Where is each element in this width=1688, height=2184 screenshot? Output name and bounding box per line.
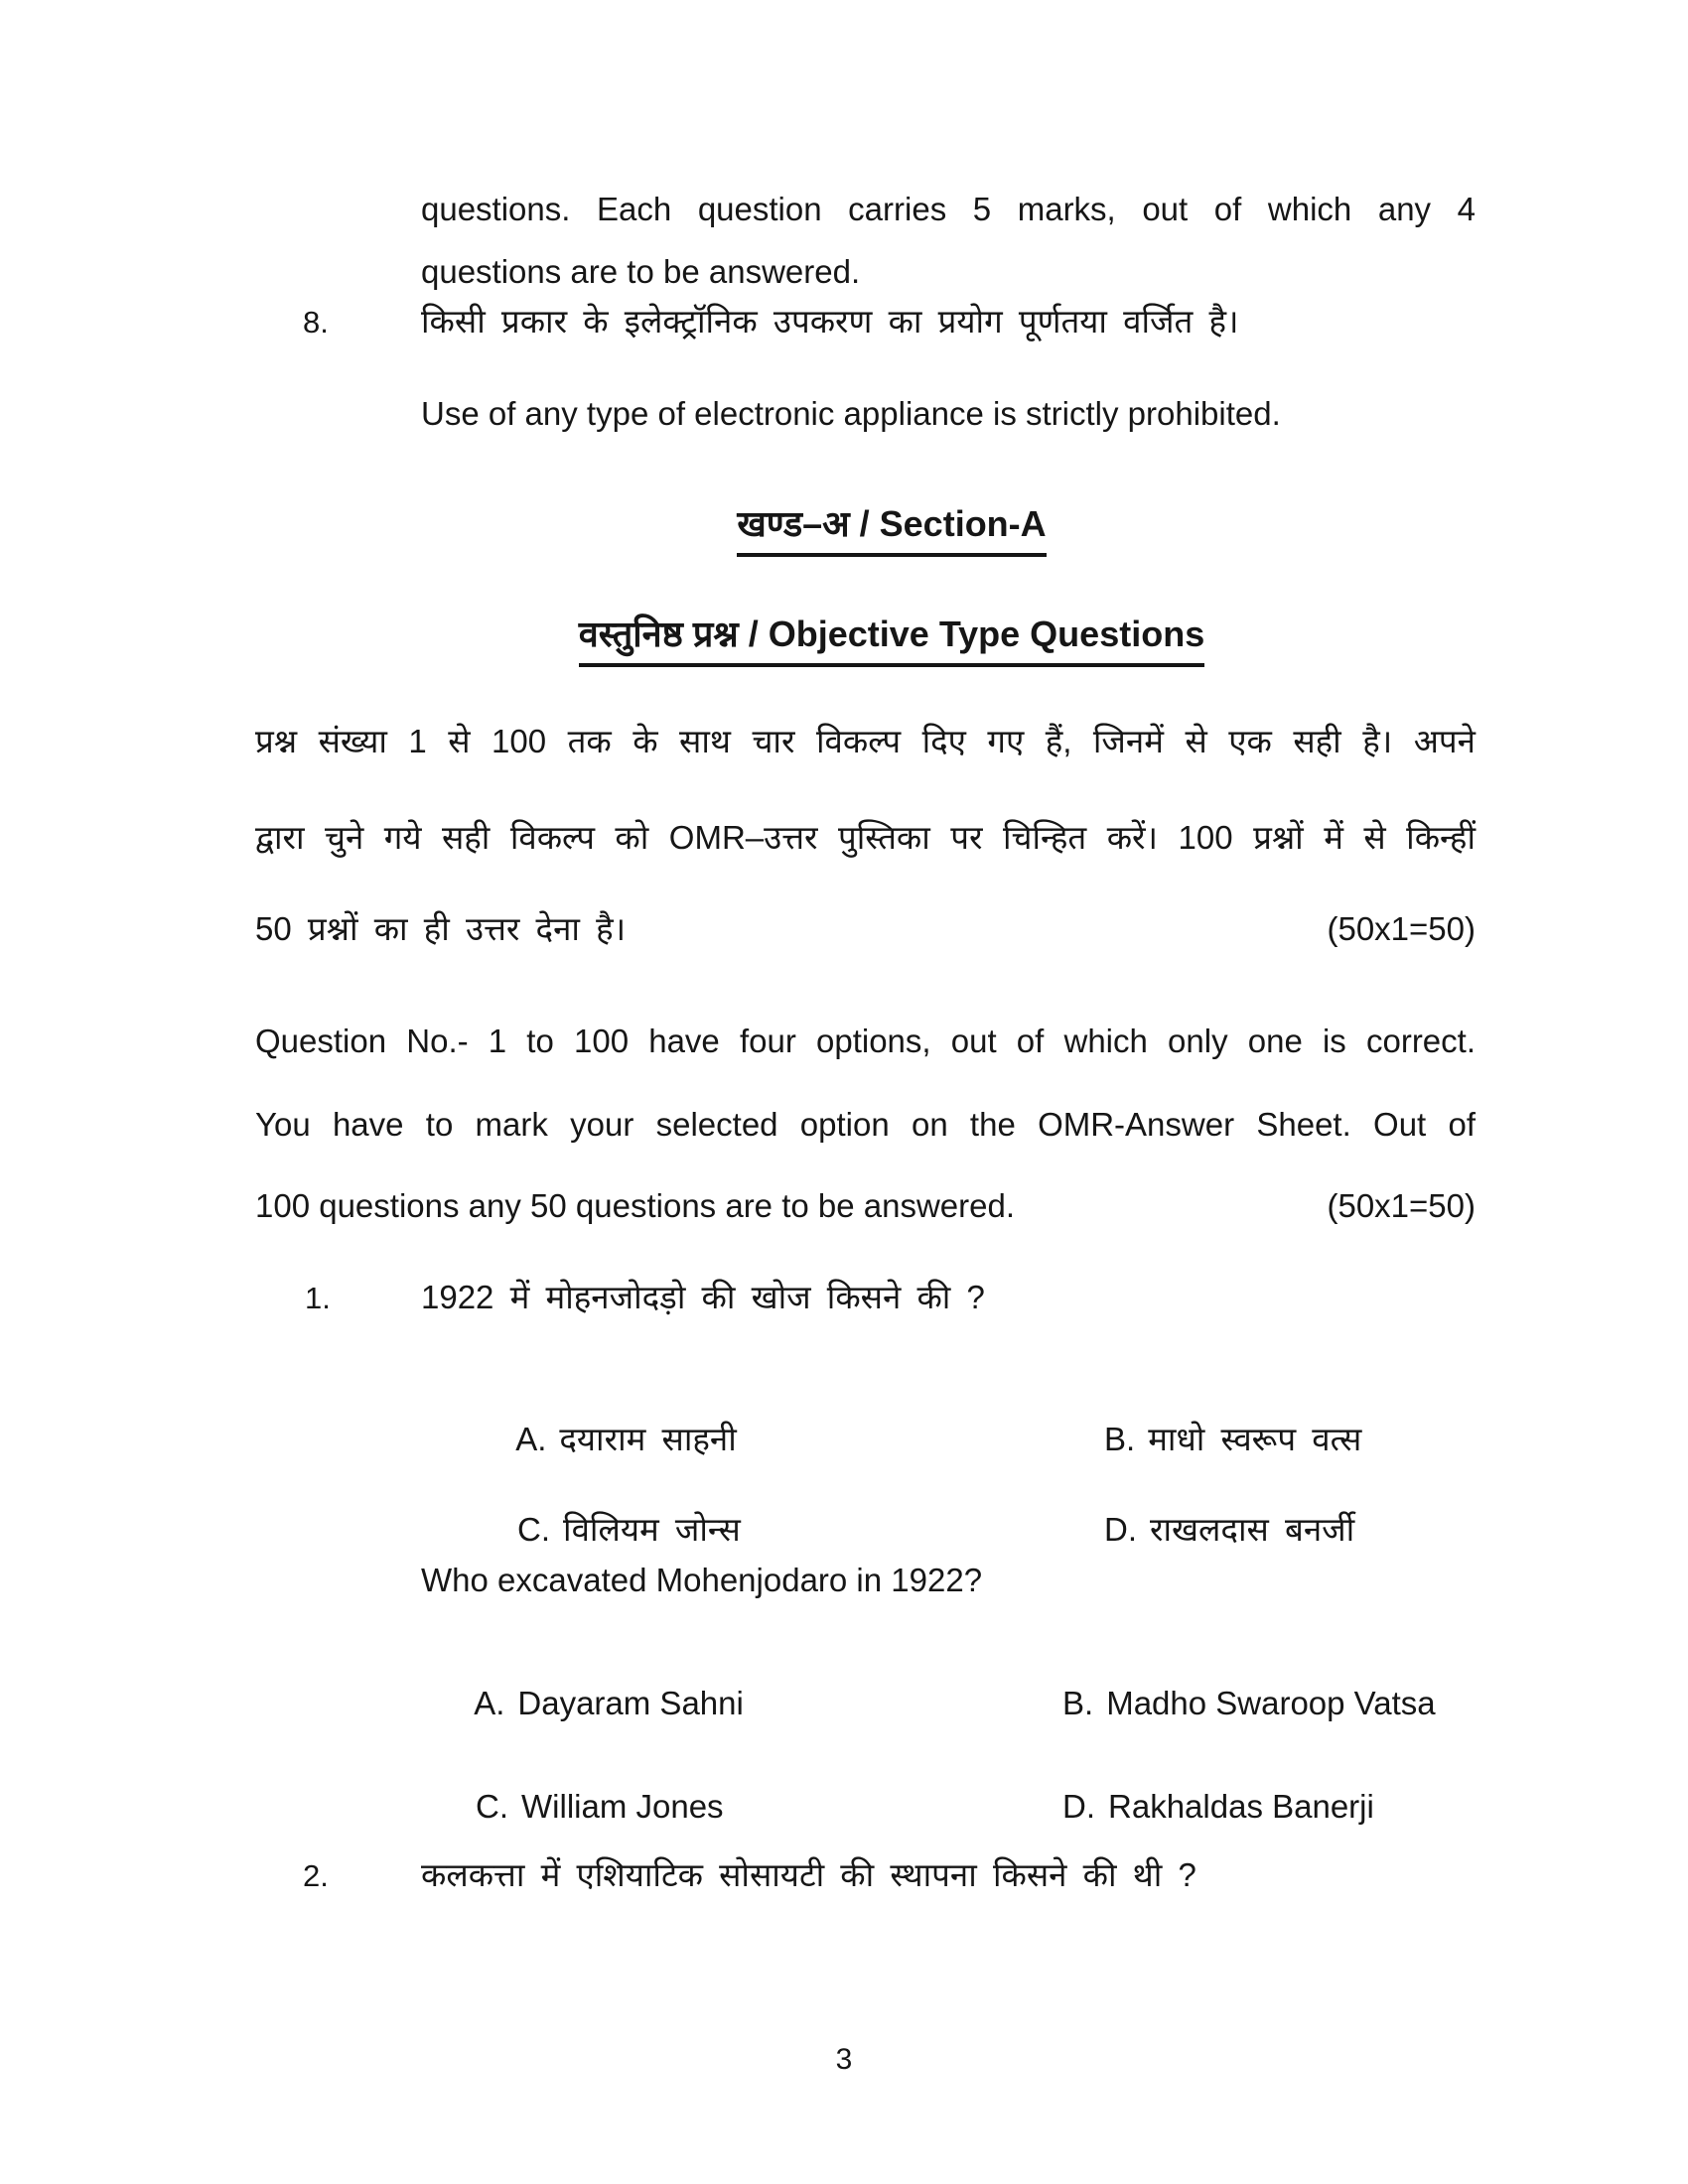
directions-hindi-line-3: 50 प्रश्नों का ही उत्तर देना है। [255, 910, 627, 947]
question-1-number: 1. [305, 1281, 331, 1315]
section-subheading-text: वस्तुनिष्ठ प्रश्न / Objective Type Questions [579, 612, 1204, 667]
option-d-english [1008, 1745, 1374, 1868]
instruction-continuation-line-2: questions are to be answered. [421, 253, 861, 290]
option-b-label: B. [1104, 1421, 1136, 1458]
directions-english-line-1: Question No.- 1 to 100 have four options, out of which only one is correct. [255, 1023, 1476, 1059]
marks-note-hindi: (50x1=50) [1327, 910, 1476, 947]
instruction-text-english: Use of any type of electronic appliance is strictly prohibited. [421, 395, 1281, 432]
option-d-label: D. [1104, 1511, 1138, 1549]
option-b-en-text: Madho Swaroop Vatsa [1106, 1685, 1436, 1722]
option-c-en-label: C. [476, 1788, 509, 1826]
question-1-text-hindi: 1922 में मोहनजोदड़ो की खोज किसने की ? [421, 1279, 985, 1315]
question-2-text-hindi: कलकत्ता में एशियाटिक सोसायटी की स्थापना किसने की थी ? [421, 1856, 1196, 1893]
option-c-label: C. [517, 1511, 551, 1549]
directions-hindi-line-3-row [255, 908, 1476, 949]
instruction-continuation-line-1: questions. Each question carries 5 marks, out of which any 4 [421, 191, 1476, 227]
option-d-en-text: Rakhaldas Banerji [1108, 1788, 1374, 1826]
question-1-hindi-row [305, 1277, 1476, 1318]
option-a-en-text: Dayaram Sahni [517, 1685, 744, 1722]
section-heading [281, 501, 1502, 557]
instruction-text-hindi: किसी प्रकार के इलेक्ट्रॉनिक उपकरण का प्रयोग पूर्णतया वर्जित है। [421, 303, 1239, 340]
option-c-english [421, 1745, 724, 1868]
directions-hindi-line-2: द्वारा चुने गये सही विकल्प को OMR–उत्तर पुस्तिका पर चिन्हित करें। 100 प्रश्नों में से किन्हीं [255, 819, 1476, 856]
directions-english-line-2: You have to mark your selected option on the OMR-Answer Sheet. Out of [255, 1106, 1476, 1143]
instruction-item-8 [303, 301, 1476, 342]
option-a-text: दयाराम साहनी [559, 1421, 737, 1458]
page-number: 3 [835, 2043, 853, 2076]
question-1-options-hindi-row-2 [421, 1468, 1476, 1632]
section-subheading [281, 612, 1502, 667]
directions-english-line-3-row [255, 1185, 1476, 1226]
marks-note-english: (50x1=50) [1327, 1187, 1476, 1224]
question-1-text-english: Who excavated Mohenjodaro in 1922? [421, 1562, 983, 1598]
directions-hindi-line-1: प्रश्न संख्या 1 से 100 तक के साथ चार विकल्प दिए गए हैं, जिनमें से एक सही है। अपने [255, 723, 1476, 759]
option-a-en-label: A. [474, 1685, 505, 1722]
option-d-text: राखलदास बनर्जी [1150, 1511, 1355, 1549]
instruction-number: 8. [303, 305, 329, 340]
option-d-en-label: D. [1062, 1788, 1096, 1826]
option-d-hindi [1008, 1468, 1354, 1591]
question-2-hindi-row [303, 1854, 1476, 1896]
option-b-en-label: B. [1062, 1685, 1094, 1722]
section-heading-text: खण्ड–अ / Section-A [737, 501, 1046, 557]
option-c-en-text: William Jones [521, 1788, 724, 1826]
option-a-label: A. [515, 1421, 547, 1458]
question-2-number: 2. [303, 1858, 329, 1893]
option-b-text: माधो स्वरूप वत्स [1148, 1421, 1362, 1458]
option-c-text: विलियम जोन्स [563, 1511, 741, 1549]
directions-english-line-3: 100 questions any 50 questions are to be answered. [255, 1187, 1016, 1224]
